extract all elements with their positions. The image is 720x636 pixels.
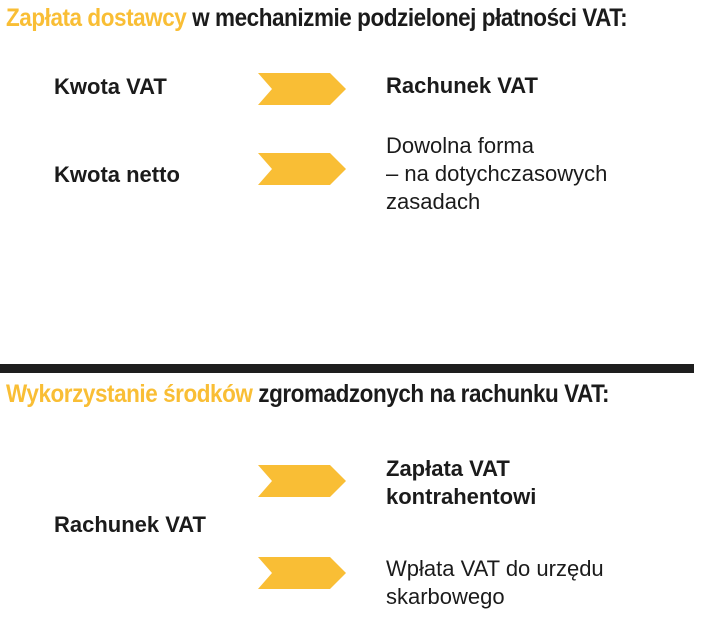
target-line: Rachunek VAT bbox=[386, 73, 538, 98]
target-tax-office bbox=[386, 555, 604, 611]
target-line: Wpłata VAT do urzędu bbox=[386, 556, 604, 581]
target-line: – na dotychczasowych bbox=[386, 161, 608, 186]
section1-title bbox=[6, 4, 627, 33]
target-line: zasadach bbox=[386, 189, 481, 214]
section1-title-highlight: Zapłata dostawcy bbox=[6, 4, 187, 32]
source-net-amount: Kwota netto bbox=[54, 162, 180, 187]
target-line: kontrahentowi bbox=[386, 484, 537, 509]
chevron-arrow-icon bbox=[258, 73, 346, 105]
section2-title-highlight: Wykorzystanie środków bbox=[6, 380, 253, 408]
target-line: Zapłata VAT bbox=[386, 456, 510, 481]
target-vat-account bbox=[386, 72, 538, 100]
chevron-arrow-icon bbox=[258, 153, 346, 185]
target-pay-contractor bbox=[386, 455, 536, 511]
section1-title-rest: w mechanizmie podzielonej płatności VAT: bbox=[186, 4, 628, 32]
source-vat-account: Rachunek VAT bbox=[54, 512, 206, 537]
section2-title bbox=[6, 380, 609, 409]
target-any-form bbox=[386, 132, 607, 216]
section-divider bbox=[0, 364, 694, 373]
section2-title-rest: zgromadzonych na rachunku VAT: bbox=[252, 380, 609, 408]
source-vat-amount: Kwota VAT bbox=[54, 74, 167, 99]
target-line: skarbowego bbox=[386, 584, 505, 609]
chevron-arrow-icon bbox=[258, 557, 346, 589]
chevron-arrow-icon bbox=[258, 465, 346, 497]
target-line: Dowolna forma bbox=[386, 133, 534, 158]
